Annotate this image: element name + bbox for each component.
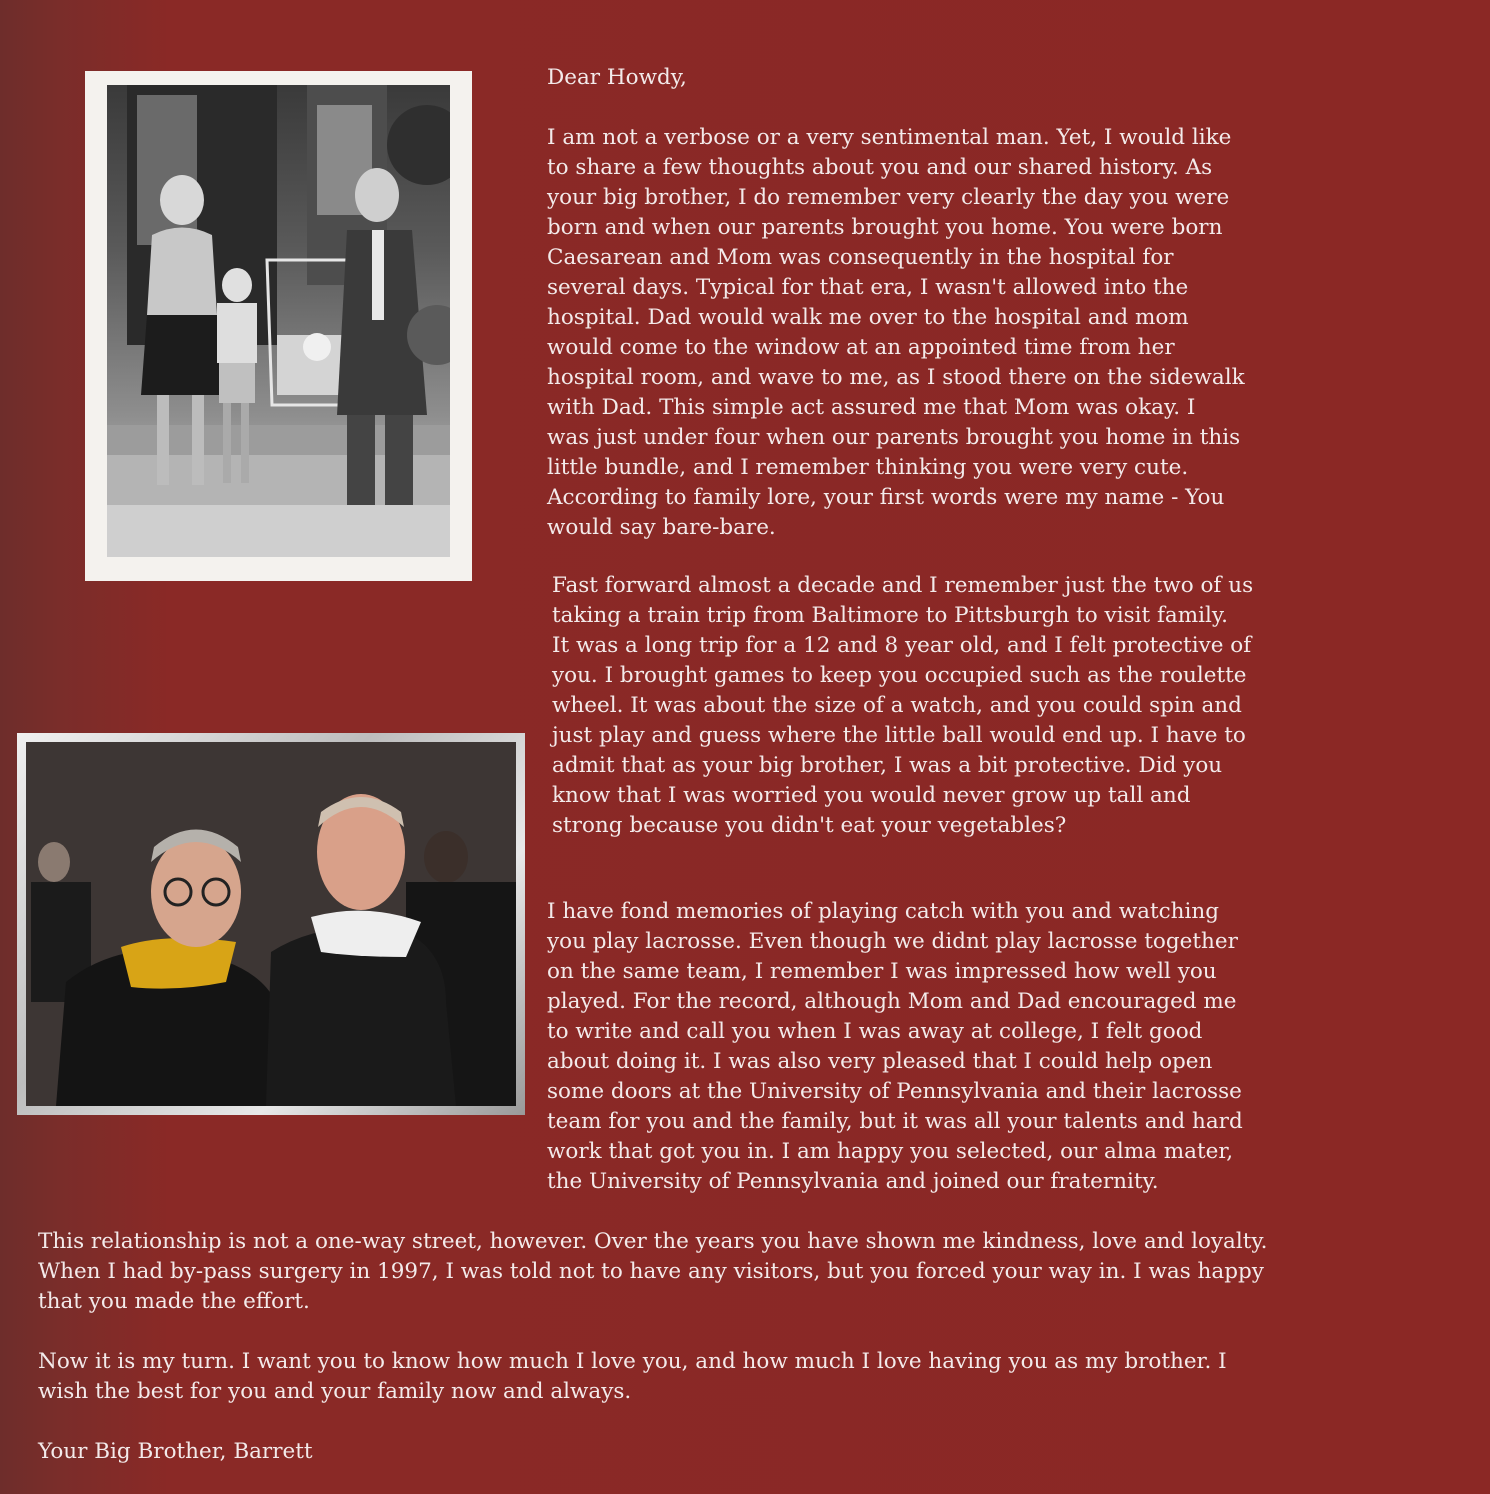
text-line: Now it is my turn. I want you to know how much I love you, and how much I love having you as my brother. I	[38, 1349, 1227, 1374]
paragraph-train-trip	[552, 571, 1253, 841]
text-line: It was a long trip for a 12 and 8 year old, and I felt protective of	[552, 633, 1252, 658]
text-line: was just under four when our parents brought you home in this	[547, 425, 1241, 450]
text-line: hospital room, and wave to me, as I stood there on the sidewalk	[547, 365, 1245, 390]
text-line: to write and call you when I was away at college, I felt good	[547, 1019, 1203, 1044]
signoff-text: Your Big Brother, Barrett	[38, 1439, 313, 1464]
text-line: Caesarean and Mom was consequently in the hospital for	[547, 245, 1174, 270]
text-line: When I had by-pass surgery in 1997, I was told not to have any visitors, but you forced your way in. I was happy	[38, 1259, 1264, 1284]
text-line: played. For the record, although Mom and Dad encouraged me	[547, 989, 1237, 1014]
text-line: you. I brought games to keep you occupied such as the roulette	[552, 663, 1247, 688]
text-line: your big brother, I do remember very clearly the day you were	[547, 185, 1230, 210]
text-line: I have fond memories of playing catch with you and watching	[547, 899, 1219, 924]
text-line: hospital. Dad would walk me over to the hospital and mom	[547, 305, 1189, 330]
text-line: with Dad. This simple act assured me that Mom was okay. I	[547, 395, 1196, 420]
text-line: some doors at the University of Pennsylvania and their lacrosse	[547, 1079, 1242, 1104]
text-line: several days. Typical for that era, I wasn't allowed into the	[547, 275, 1189, 300]
vintage-family-photo-icon	[107, 85, 450, 557]
text-line: would come to the window at an appointed time from her	[547, 335, 1175, 360]
text-line: This relationship is not a one-way street, however. Over the years you have shown me kindness, love and loyalty.	[38, 1229, 1268, 1254]
graduation-photo-icon	[26, 742, 516, 1106]
letter-signoff	[38, 1437, 313, 1467]
text-line: strong because you didn't eat your vegetables?	[552, 813, 1067, 838]
text-line: about doing it. I was also very pleased that I could help open	[547, 1049, 1213, 1074]
text-line: the University of Pennsylvania and joined our fraternity.	[547, 1169, 1159, 1194]
paragraph-relationship	[38, 1227, 1268, 1317]
family-photo	[85, 71, 472, 581]
paragraph-my-turn	[38, 1347, 1227, 1407]
letter-greeting	[547, 63, 687, 93]
paragraph-lacrosse	[547, 897, 1243, 1197]
text-line: know that I was worried you would never grow up tall and	[552, 783, 1191, 808]
text-line: admit that as your big brother, I was a bit protective. Did you	[552, 753, 1223, 778]
text-line: that you made the effort.	[38, 1289, 310, 1314]
text-line: work that got you in. I am happy you selected, our alma mater,	[547, 1139, 1234, 1164]
paragraph-childhood	[547, 123, 1245, 543]
text-line: wheel. It was about the size of a watch, and you could spin and	[552, 693, 1242, 718]
text-line: on the same team, I remember I was impressed how well you	[547, 959, 1217, 984]
text-line: to share a few thoughts about you and our shared history. As	[547, 155, 1213, 180]
graduation-photo	[17, 733, 525, 1115]
text-line: Fast forward almost a decade and I remember just the two of us	[552, 573, 1254, 598]
text-line: wish the best for you and your family now and always.	[38, 1379, 632, 1404]
text-line: taking a train trip from Baltimore to Pittsburgh to visit family.	[552, 603, 1228, 628]
text-line: team for you and the family, but it was all your talents and hard	[547, 1109, 1243, 1134]
text-line: just play and guess where the little ball would end up. I have to	[552, 723, 1246, 748]
text-line: little bundle, and I remember thinking you were very cute.	[547, 455, 1189, 480]
greeting-text: Dear Howdy,	[547, 65, 687, 90]
text-line: would say bare-bare.	[547, 515, 776, 540]
text-line: According to family lore, your first words were my name - You	[547, 485, 1225, 510]
text-line: I am not a verbose or a very sentimental man. Yet, I would like	[547, 125, 1232, 150]
text-line: born and when our parents brought you home. You were born	[547, 215, 1223, 240]
text-line: you play lacrosse. Even though we didnt play lacrosse together	[547, 929, 1238, 954]
